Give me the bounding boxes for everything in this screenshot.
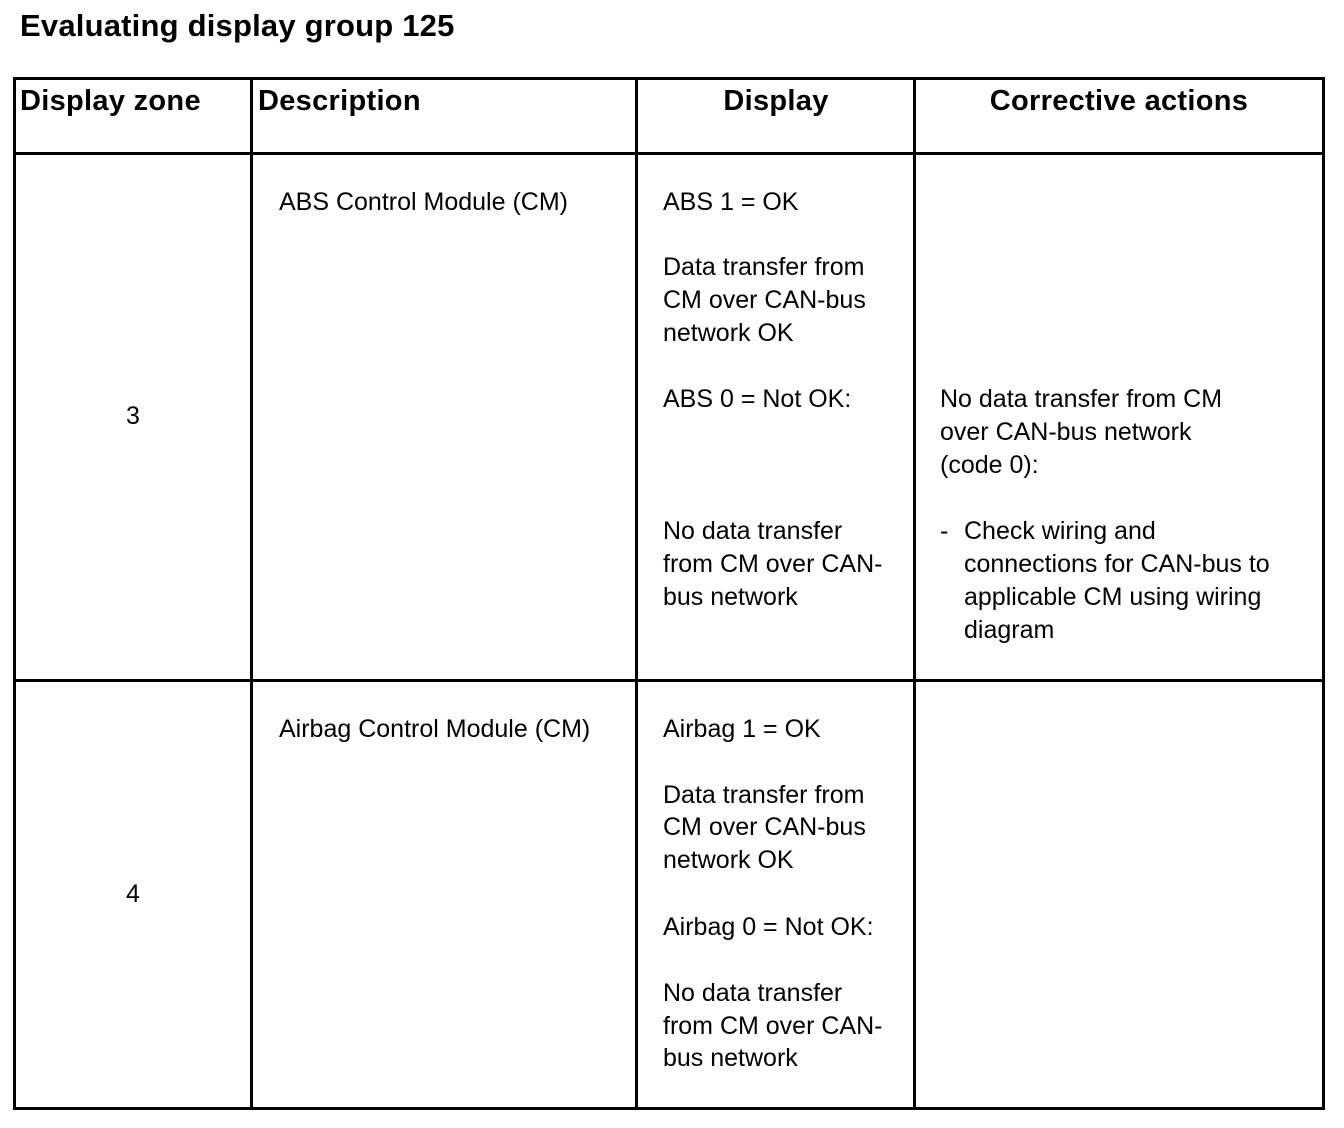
zone-number: 4 — [126, 880, 140, 908]
display-ok-detail-line: network OK — [663, 319, 794, 347]
header-display-zone: Display zone — [20, 85, 201, 117]
table-top-border — [13, 77, 1325, 80]
display-not-ok-detail-line: No data transfer — [663, 517, 843, 545]
bullet-dash: - — [940, 517, 949, 545]
table-left-border — [13, 77, 16, 1110]
page-title: Evaluating display group 125 — [20, 8, 455, 43]
display-not-ok-label: Airbag 0 = Not OK: — [663, 913, 874, 941]
header-bottom-border — [13, 152, 1325, 155]
display-not-ok-detail-line: bus network — [663, 583, 798, 611]
display-ok-detail-line: Data transfer from — [663, 253, 865, 281]
table-right-border — [1322, 77, 1325, 1110]
header-corrective-actions: Corrective actions — [989, 85, 1249, 117]
column-divider-3 — [913, 77, 916, 1110]
display-ok-detail-line: network OK — [663, 846, 794, 874]
display-not-ok-detail-line: from CM over CAN- — [663, 550, 883, 578]
display-not-ok-detail-line: from CM over CAN- — [663, 1012, 883, 1040]
column-divider-2 — [635, 77, 638, 1110]
corrective-intro-line: No data transfer from CM — [940, 385, 1223, 413]
header-description: Description — [258, 85, 421, 117]
header-display: Display — [723, 85, 829, 117]
column-divider-1 — [250, 77, 253, 1110]
display-ok-label: Airbag 1 = OK — [663, 715, 821, 743]
zone-number: 3 — [126, 402, 140, 430]
display-ok-detail-line: CM over CAN-bus — [663, 286, 866, 314]
corrective-bullet-line: applicable CM using wiring — [964, 583, 1262, 611]
display-ok-detail-line: Data transfer from — [663, 781, 865, 809]
corrective-intro-line: over CAN-bus network — [940, 418, 1192, 446]
corrective-intro-line: (code 0): — [940, 451, 1039, 479]
corrective-bullet-line: Check wiring and — [964, 517, 1156, 545]
display-not-ok-detail-line: No data transfer — [663, 979, 843, 1007]
row-divider — [13, 679, 1325, 682]
description-cell: ABS Control Module (CM) — [279, 188, 568, 216]
table-bottom-border — [13, 1107, 1325, 1110]
display-not-ok-detail-line: bus network — [663, 1044, 798, 1072]
display-ok-detail-line: CM over CAN-bus — [663, 813, 866, 841]
display-not-ok-label: ABS 0 = Not OK: — [663, 385, 852, 413]
corrective-bullet-line: connections for CAN-bus to — [964, 550, 1270, 578]
corrective-bullet-line: diagram — [964, 616, 1055, 644]
display-ok-label: ABS 1 = OK — [663, 188, 799, 216]
description-cell: Airbag Control Module (CM) — [279, 715, 591, 743]
